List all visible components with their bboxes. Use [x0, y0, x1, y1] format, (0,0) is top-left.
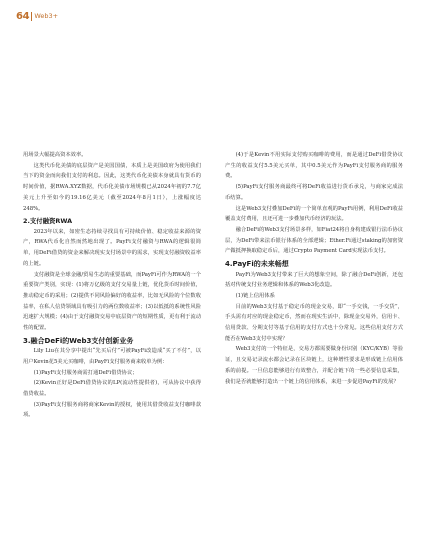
journal-name: Web3+: [34, 12, 59, 20]
paragraph: (4)于是Kevin不用实际支付购买咖啡的费用，而是通过DeFi借贷协议产生的收益支付5.5美元买单，其中0.5美元作为PayFi支付服务商的服务费。: [225, 152, 403, 180]
paragraph: PayFi为Web3支付带来了巨大的想象空间，除了融合DeFi创新，还包括对传统支付业务逻辑和体系的Web3化改造。: [225, 271, 403, 289]
paragraph: 支付融资是全球金融/贸易生态的重要基础，而PayFi可作为RWA的一个重要资产类别，实现：(1)将万亿级的支付交易量上链，优化货币时间价值，推动稳定币的采用；(2)提供不同风险偏好的收益率，比如无风险的个位数收益率，在私人信贷领域具有吸引力的两位数收益率；(3)以低抵的系统性风险迅速扩大规模；(4)由于支付融资交易中底层资产的短期性质，更有利于流动性的配置。: [23, 271, 201, 332]
left-column: [23, 150, 201, 421]
page-number: 64: [16, 10, 30, 22]
section-heading: 4.PayFi的未来畅想: [225, 260, 289, 269]
list-item: (3)PayFi支付服务商将商家Kevin的授权，使用其借贷收益支付咖啡款项。: [23, 401, 201, 419]
paragraph: 2023年以来，如密生态持续寻找具有可持续价值、稳定收益来源的资产，RWA代币化自然而然地出现了。PayFi支付融资与RWA的逻辑很简单，用DeFi借贷的资金来解决现实支付场景中的需求，实现支付融资收益率的上链。: [23, 228, 201, 267]
paragraph: 融合DeFi的Web3支付场景多样，如Fiat24将自身构建成银行法币协议层，为DeFi带来法币银行体系的全部逻辑；Ether.Fi通过staking的加密资产做抵押换取稳定币后，通过Crypto Payment Card实现法币支付。: [225, 226, 403, 255]
header-divider: [31, 12, 32, 21]
list-item: (1)PayFi支付服务商需打通DeFi借贷协议；: [33, 369, 138, 376]
subheading: (1)链上信用体系: [235, 292, 275, 299]
list-item: (2)Kevin正好是DeFi借贷协议的LP(流动性提供者)，可从协议中获得借贷收益。: [23, 380, 201, 398]
section-heading: 2.支付融资RWA: [23, 217, 73, 226]
paragraph: Lily Liu在其分享中提出“先买后付”可被PayFi改造成“买了不付”，以用户Kevin花5美元买咖啡，由PayFi支付服务商来收单为例：: [23, 348, 201, 365]
right-column: [225, 150, 403, 387]
paragraph: 目前的Web3支付基于稳定币的现金交易，即“一手交钱，一手交货”，手头需有对应的现金稳定币，然而在现实生活中，除现金交易外，信用卡、信用贷款、分期支付等基于信用的支付方式也十分常见。这些信用支付方式能否在Web3支付中实现？: [225, 303, 403, 342]
paragraph: 用场景大幅提高资本效率。: [23, 152, 87, 158]
paragraph: Web3支付的一个特征是，交易方都需要做身份识别（KYC/KYB）等验证，且交易记录流水都会记录在区块链上，这种增性要求是形成链上信用体系的前提。一旦信息能够进行有效整合，并配合链下的一些必要信息采集，我们是否就能够打造出一个链上的信用体系，来进一步促进PayFi的发展？: [225, 346, 403, 385]
paragraph: 这是Web3支付叠加DeFi的一个简单直观的PayFi用例，利用DeFi收益覆盖支付费用，且还可进一步叠加代币经济的玩法。: [225, 205, 403, 223]
paragraph: 这类代币化美债的底层资产是美国国债，本质上是美国政府为使用我们当下的资金而向我们支付的利息。因此，这类代币化美债本身就具有货币的时间价值，据RWA.XYZ数据，代币化美债市场规模已从2024年初的7.7亿美元上升至如今的19.16亿美元（截至2024年8月1日），上涨幅度达248%。: [23, 162, 201, 212]
section-heading: 3.融合DeFi的Web3支付创新业务: [23, 336, 134, 345]
page-header: [16, 9, 58, 23]
paragraph: (5)PayFi支付服务商最终可将DeFi收益进行货币承兑，与商家完成法币结算。: [225, 184, 403, 201]
